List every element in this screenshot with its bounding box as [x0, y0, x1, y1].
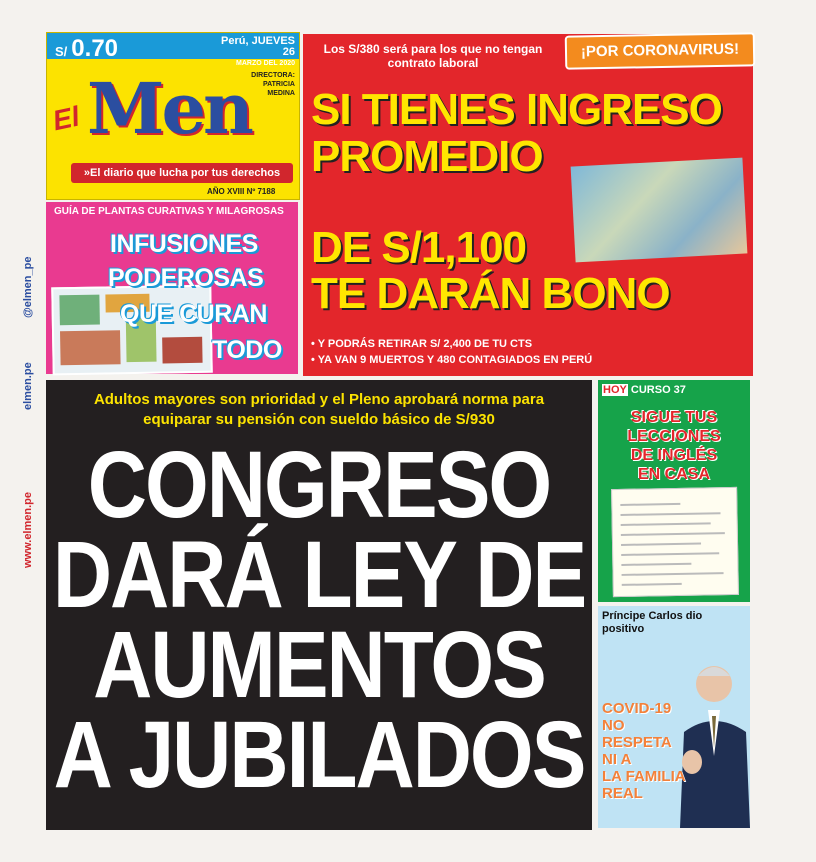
bonus-bullet-2: • YA VAN 9 MUERTOS Y 480 CONTAGIADOS EN PERÚ [311, 354, 593, 366]
prince-charles-photo [670, 636, 750, 828]
course-label: HOY CURSO 37 [603, 384, 686, 396]
english-title-3: DE INGLÉS [630, 447, 718, 464]
logo-men: Men [87, 67, 251, 150]
bonus-headline-3: DE S/1,100 [311, 223, 527, 272]
coronavirus-tag: ¡POR CORONAVIRUS! [565, 32, 756, 69]
main-headline-2: DARÁ LEY DE [52, 523, 586, 628]
plants-title-3: QUE CURAN [120, 300, 267, 328]
plants-title-2: PODEROSAS [108, 264, 264, 292]
main-story[interactable] [46, 380, 592, 830]
main-headline-4: A JUBILADOS [53, 703, 585, 808]
main-headline-1: CONGRESO [87, 433, 551, 538]
prince-charles-story[interactable] [598, 606, 750, 828]
bonus-headline-4: TE DARÁN BONO [311, 269, 670, 318]
lesson-sheet-image [611, 487, 739, 597]
director: DIRECTORA: PATRICIA MEDINA [251, 72, 295, 97]
plants-title-1: INFUSIONES [110, 230, 258, 258]
covid-line-3: RESPETA [602, 734, 672, 751]
covid-line-4: NI A [602, 751, 632, 768]
english-title-4: EN CASA [637, 466, 710, 483]
bonus-story[interactable] [303, 34, 753, 376]
covid-line-1: COVID-19 [602, 700, 672, 717]
facebook-link[interactable]: elmen.pe [22, 362, 34, 410]
bonus-bullet-1: • Y PODRÁS RETIRAR S/ 2,400 DE TU CTS [311, 338, 533, 350]
bonus-kicker: Los S/380 será para los que no tengan contrato laboral [323, 42, 543, 70]
main-kicker: Adultos mayores son prioridad y el Pleno aprobará norma para equiparar su pensión con sueldo básico de S/930 [93, 391, 545, 428]
english-title-2: LECCIONES [627, 428, 721, 445]
plants-teaser[interactable] [46, 202, 298, 374]
slogan: »El diario que lucha por tus derechos [71, 163, 293, 183]
issue-number: AÑO XVIII Nº 7188 [207, 187, 276, 196]
covid-line-2: NO [602, 717, 625, 734]
bonus-headline-1: SI TIENES INGRESO [311, 85, 722, 134]
banknotes-photo [571, 158, 748, 263]
english-lessons-teaser[interactable] [598, 380, 750, 602]
logo-el: El [49, 100, 83, 137]
side-strip [18, 250, 40, 570]
bonus-headline-2: PROMEDIO [311, 132, 543, 181]
price: S/ 0.70 [55, 35, 119, 62]
prince-kicker: Príncipe Carlos dio positivo [602, 610, 703, 635]
main-headline-3: AUMENTOS [93, 613, 545, 718]
plants-heading: GUÍA DE PLANTAS CURATIVAS Y MILAGROSAS [54, 206, 284, 217]
covid-line-6: REAL [602, 785, 643, 802]
website-link[interactable]: www.elmen.pe [22, 491, 34, 568]
covid-line-5: LA FAMILIA [602, 768, 686, 785]
english-title-1: SIGUE TUS [630, 409, 718, 426]
masthead [46, 32, 300, 200]
plants-magazine-image [51, 285, 213, 376]
twitter-link[interactable]: @elmen_pe [22, 256, 34, 318]
issue-date: Perú, JUEVES 26 MARZO DEL 2020 [221, 35, 295, 67]
plants-title-4: TODO [212, 336, 282, 364]
